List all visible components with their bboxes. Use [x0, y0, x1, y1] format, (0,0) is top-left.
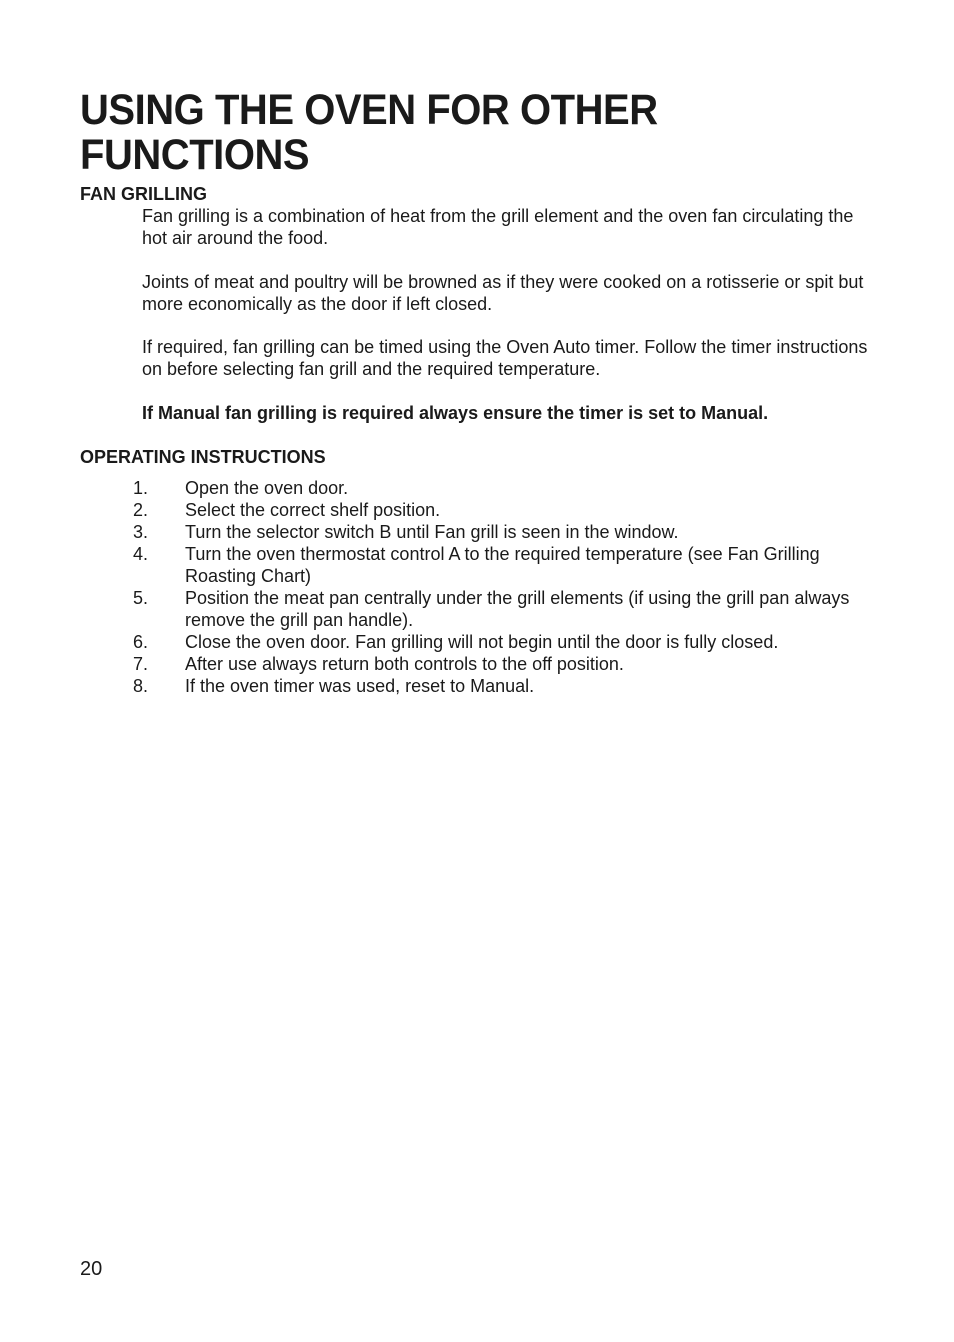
manual-timer-note: If Manual fan grilling is required always ensure the timer is set to Manual. — [142, 403, 769, 423]
list-item — [80, 477, 880, 499]
step-text: After use always return both controls to the off position. — [185, 654, 624, 674]
fan-grilling-heading: FAN GRILLING — [80, 184, 207, 204]
step-text: Turn the selector switch B until Fan grill is seen in the window. — [185, 522, 679, 542]
step-number: 8. — [133, 676, 149, 696]
list-item — [80, 653, 880, 675]
step-number: 6. — [133, 632, 149, 652]
step-number: 4. — [133, 544, 149, 564]
operating-steps-list — [80, 477, 880, 697]
step-number: 2. — [133, 500, 149, 520]
fan-grilling-paragraph-3: If required, fan grilling can be timed using the Oven Auto timer. Follow the timer instructions on before selecting fan grill and the required temperature. — [142, 337, 868, 379]
list-item — [80, 543, 880, 587]
list-item — [80, 675, 880, 697]
page-number: 20 — [80, 1258, 103, 1280]
page-title-line-1: USING THE OVEN FOR OTHER — [80, 86, 658, 134]
operating-instructions-heading: OPERATING INSTRUCTIONS — [80, 447, 326, 467]
list-item — [80, 499, 880, 521]
step-text: Open the oven door. — [185, 478, 349, 498]
step-text: If the oven timer was used, reset to Manual. — [185, 676, 535, 696]
step-text: Close the oven door. Fan grilling will not begin until the door is fully closed. — [185, 632, 779, 652]
step-number: 5. — [133, 588, 149, 608]
step-text: Turn the oven thermostat control A to the required temperature (see Fan Grilling Roasting Chart) — [185, 544, 820, 586]
page-title-line-2: FUNCTIONS — [80, 131, 310, 179]
fan-grilling-paragraph-2: Joints of meat and poultry will be browned as if they were cooked on a rotisserie or spit but more economically as the door if left closed. — [142, 272, 864, 314]
step-text: Position the meat pan centrally under the grill elements (if using the grill pan always remove the grill pan handle). — [185, 588, 850, 630]
step-number: 1. — [133, 478, 149, 498]
list-item — [80, 521, 880, 543]
step-number: 7. — [133, 654, 149, 674]
list-item — [80, 631, 880, 653]
list-item — [80, 587, 880, 631]
page-title — [80, 88, 824, 178]
step-number: 3. — [133, 522, 149, 542]
step-text: Select the correct shelf position. — [185, 500, 441, 520]
fan-grilling-paragraph-1: Fan grilling is a combination of heat from the grill element and the oven fan circulating the hot air around the food. — [142, 206, 854, 248]
